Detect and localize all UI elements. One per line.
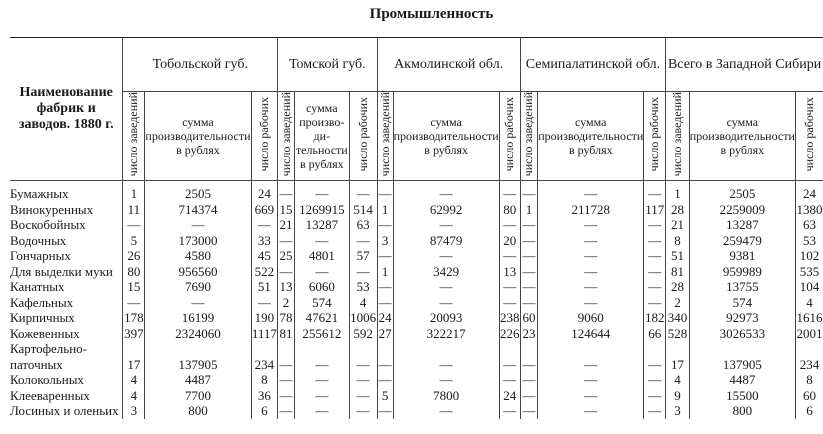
table-cell: 2 (278, 295, 295, 311)
table-cell: 528 (666, 326, 690, 342)
table-cell: — (123, 217, 145, 233)
table-cell: — (349, 372, 377, 388)
table-cell: — (279, 232, 293, 248)
factory-type-name: Кафельных (10, 294, 74, 310)
industry-table (10, 37, 823, 419)
table-cell: 9 (666, 388, 690, 404)
table-cell: 4 (349, 295, 377, 311)
table-row (10, 295, 823, 311)
table-cell: 7700 (145, 388, 251, 404)
table-cell: 956560 (145, 264, 251, 280)
table-cell: 173000 (145, 233, 251, 249)
table-cell: 3 (666, 403, 690, 419)
table-cell: 2001 (796, 325, 823, 341)
table-cell: — (520, 372, 538, 388)
table-cell: — (349, 233, 377, 249)
table-cell: — (644, 403, 666, 419)
table-cell: — (251, 217, 278, 233)
table-cell: — (499, 372, 520, 388)
table-cell: 51 (666, 248, 690, 264)
table-cell: 6 (795, 403, 823, 419)
table-cell: — (393, 403, 499, 419)
table-cell: 1 (377, 202, 393, 218)
table-cell: 7690 (145, 279, 251, 295)
table-cell: 2505 (145, 181, 251, 202)
table-row (10, 279, 823, 295)
table-cell: 4580 (145, 248, 251, 264)
table-cell: 5 (377, 388, 393, 404)
subheader-output-sum: сумма производительности в рублях (689, 92, 795, 181)
table-cell: — (393, 181, 499, 202)
table-cell: 669 (251, 202, 278, 218)
subheader-label: число заведений (669, 92, 684, 177)
table-cell: 2 (666, 295, 690, 311)
table-cell: 81 (666, 264, 690, 280)
table-cell: — (377, 341, 393, 372)
subheader-establishments (123, 92, 145, 181)
table-row (10, 202, 823, 218)
table-cell: — (279, 263, 293, 279)
subheader-label: число рабочих (256, 97, 271, 172)
table-row (10, 264, 823, 280)
subheader-label: число рабочих (355, 97, 370, 172)
table-cell: — (520, 279, 538, 295)
table-cell: 340 (666, 310, 690, 326)
table-cell: 4 (123, 388, 145, 404)
table-cell: — (294, 341, 349, 372)
table-cell: 234 (795, 341, 823, 372)
table-cell: — (393, 248, 499, 264)
table-cell: — (278, 341, 295, 372)
table-cell: — (294, 403, 349, 419)
table-cell: 66 (644, 326, 666, 342)
table-cell: 1616 (796, 310, 823, 325)
table-cell: 53 (795, 233, 823, 249)
table-cell: — (499, 181, 520, 202)
factory-type-name: Для выделки муки (10, 263, 113, 279)
subheader-output-sum: сумма производительности в рублях (145, 92, 251, 181)
table-cell: — (538, 248, 644, 264)
table-cell: — (499, 217, 520, 233)
table-cell: 234 (251, 341, 278, 372)
table-cell: 4 (666, 372, 690, 388)
table-cell: 5 (123, 233, 145, 249)
table-cell: 117 (645, 201, 665, 217)
table-cell: — (520, 217, 538, 233)
table-cell: — (644, 341, 666, 372)
table-cell: — (294, 181, 349, 202)
subheader-label: число рабочих (647, 97, 662, 172)
table-cell: — (538, 388, 644, 404)
subheader-establishments (666, 92, 690, 181)
subheader-output-sum: сумма произво-ди-тельности в рублях (294, 92, 349, 181)
factory-type-name: Кирпичных (10, 310, 75, 325)
table-cell: 1269915 (294, 202, 349, 218)
table-cell: 1006 (350, 310, 377, 325)
table-cell: 190 (251, 310, 278, 326)
table-cell: — (520, 403, 538, 419)
table-cell: 959989 (689, 264, 795, 280)
table-cell: 21 (666, 217, 690, 233)
factory-type-name: Колокольных (10, 372, 84, 387)
table-cell: — (644, 295, 666, 311)
subheader-workers (644, 92, 666, 181)
table-cell: — (520, 388, 538, 404)
table-cell: 7800 (393, 388, 499, 404)
table-cell: — (520, 233, 538, 249)
table-cell: — (538, 181, 644, 202)
table-cell: — (378, 294, 392, 310)
table-cell: 592 (349, 326, 377, 342)
table-cell: — (294, 233, 349, 249)
table-cell: — (538, 233, 644, 249)
table-cell: 24 (378, 310, 392, 325)
table-cell: — (145, 217, 251, 233)
table-cell: 92973 (689, 310, 795, 326)
table-row (10, 403, 823, 419)
table-cell: 13287 (689, 217, 795, 233)
table-cell: 20 (499, 233, 520, 249)
table-cell: 81 (279, 325, 293, 341)
table-cell: 25 (279, 248, 293, 263)
table-cell: 1117 (251, 325, 277, 341)
table-cell: — (294, 264, 349, 280)
table-cell: 255612 (294, 326, 349, 342)
table-cell: — (644, 279, 666, 295)
table-cell: 26 (123, 248, 145, 264)
table-cell: — (279, 372, 293, 387)
table-cell: 3429 (393, 264, 499, 280)
table-cell: — (349, 341, 377, 372)
name-column-header: Наименование фабрик и заводов. 1880 г. (10, 37, 123, 181)
table-cell: 102 (795, 248, 823, 264)
subheader-workers (349, 92, 377, 181)
table-cell: 21 (279, 217, 293, 232)
table-cell: 13 (279, 279, 293, 294)
table-cell: — (349, 403, 377, 419)
table-cell: 4 (123, 372, 145, 388)
table-cell: — (520, 264, 538, 280)
table-cell: 36 (251, 388, 278, 404)
table-cell: 17 (123, 341, 145, 372)
table-cell: 8 (251, 372, 278, 388)
table-cell: 8 (666, 233, 690, 249)
table-cell: 51 (251, 279, 278, 295)
factory-type-name: Винокуренных (10, 201, 94, 217)
table-cell: 535 (795, 264, 823, 280)
table-cell: — (644, 388, 666, 404)
table-cell: 238 (499, 310, 520, 325)
page-title: Промышленность (369, 6, 494, 22)
table-cell: 15 (279, 201, 293, 217)
table-cell: — (393, 217, 499, 233)
table-cell: 20093 (393, 310, 499, 326)
table-cell: — (499, 341, 520, 372)
table-cell: — (644, 233, 666, 249)
table-cell: 1 (520, 202, 538, 218)
table-cell: — (294, 388, 349, 404)
table-cell: — (644, 248, 666, 264)
factory-type-name: Воскобойных (10, 217, 86, 232)
table-cell: 3 (123, 403, 145, 419)
table-cell: 53 (349, 279, 377, 295)
table-cell: — (377, 181, 393, 202)
factory-type-name: Кожевенных (10, 325, 80, 341)
table-cell: — (644, 217, 666, 233)
table-cell: — (644, 264, 666, 280)
table-cell: 24 (795, 181, 823, 202)
table-cell: 27 (378, 325, 392, 341)
factory-type-name: Канатных (10, 279, 65, 294)
table-row (10, 181, 823, 202)
table-cell: 87479 (393, 233, 499, 249)
subheader-label: число заведений (377, 92, 392, 177)
subheader-establishments (278, 92, 295, 181)
table-cell: 1 (377, 264, 393, 280)
table-cell: 574 (689, 295, 795, 311)
table-cell: 13755 (689, 279, 795, 295)
table-cell: 800 (145, 403, 251, 419)
table-cell: 714374 (145, 202, 251, 218)
table-cell: 137905 (689, 341, 795, 372)
table-cell: 4487 (689, 372, 795, 388)
region-header-semipalatinsk: Семипалатинской обл. (520, 37, 665, 92)
subheader-label: число заведений (278, 92, 293, 177)
table-cell: 4801 (294, 248, 349, 264)
table-cell: — (123, 295, 145, 311)
subheader-workers (499, 92, 520, 181)
factory-type-name: Бумажных (10, 186, 69, 201)
table-cell: 57 (349, 248, 377, 264)
table-cell: — (538, 372, 644, 388)
table-cell: — (520, 341, 538, 372)
name-line: паточных (10, 356, 63, 372)
table-cell: — (644, 372, 666, 388)
table-cell: — (499, 403, 520, 419)
table-cell: 63 (795, 217, 823, 233)
table-cell: 17 (666, 341, 690, 372)
subheader-label: число рабочих (801, 97, 816, 172)
name-line: Картофельно- (10, 341, 88, 356)
subheader-label: число заведений (126, 92, 141, 177)
table-cell: — (279, 387, 293, 403)
factory-type-name (10, 341, 123, 372)
subheader-label: число заведений (521, 92, 536, 177)
table-cell: — (499, 279, 520, 295)
region-header-tobolsk: Тобольской губ. (123, 37, 278, 92)
table-cell: 8 (795, 372, 823, 388)
table-cell: — (378, 372, 392, 387)
table-row (10, 233, 823, 249)
table-cell: 60 (795, 388, 823, 404)
table-cell: 24 (499, 388, 520, 404)
table-cell: — (644, 181, 666, 202)
table-cell: 322217 (393, 326, 499, 342)
table-cell: 2505 (689, 181, 795, 202)
region-header-akmolinsk: Акмолинской обл. (377, 37, 520, 92)
table-row (10, 217, 823, 233)
table-row (10, 248, 823, 264)
table-cell: 45 (251, 248, 278, 264)
table-cell: 4487 (145, 372, 251, 388)
table-cell: 13287 (294, 217, 349, 233)
table-cell: 226 (499, 325, 520, 341)
table-cell: 124644 (538, 326, 644, 342)
subheader-output-sum: сумма производительности в рублях (393, 92, 499, 181)
region-header-tomsk: Томской губ. (278, 37, 377, 92)
table-row (10, 388, 823, 404)
factory-type-name: Лосиных и оленьих (10, 403, 119, 418)
table-cell: 33 (251, 233, 278, 249)
table-cell: — (538, 403, 644, 419)
table-cell: — (378, 403, 392, 418)
table-cell: — (349, 388, 377, 404)
factory-type-name: Водочных (10, 232, 67, 248)
table-cell: — (378, 248, 392, 263)
table-cell: 514 (349, 202, 377, 218)
table-cell: 24 (251, 181, 278, 202)
table-cell: 6 (251, 403, 278, 419)
table-cell: 211728 (538, 202, 644, 218)
table-cell: 104 (795, 279, 823, 295)
table-cell: 9060 (538, 310, 644, 326)
table-cell: 6060 (294, 279, 349, 295)
subheader-label: число рабочих (502, 97, 517, 172)
factory-type-name: Клееваренных (10, 387, 90, 403)
subheader-establishments (520, 92, 538, 181)
table-cell: 182 (645, 310, 665, 325)
table-cell: — (538, 264, 644, 280)
table-cell: — (349, 181, 377, 202)
subheader-workers (795, 92, 823, 181)
table-cell: — (251, 295, 278, 311)
table-cell: — (294, 372, 349, 388)
table-cell: — (520, 248, 538, 264)
table-cell: — (378, 217, 392, 232)
table-cell: — (538, 217, 644, 233)
table-cell: 2324060 (145, 326, 251, 342)
table-cell: — (279, 403, 293, 418)
table-cell: — (520, 295, 538, 311)
subheader-output-sum: сумма производительности в рублях (538, 92, 644, 181)
table-cell: 63 (349, 217, 377, 233)
table-cell: 11 (123, 202, 145, 218)
table-cell: — (393, 372, 499, 388)
table-cell: — (349, 264, 377, 280)
table-cell: 800 (689, 403, 795, 419)
table-cell: 4 (795, 295, 823, 311)
table-cell: 78 (279, 310, 293, 325)
table-cell: 574 (294, 295, 349, 311)
table-cell: 80 (499, 202, 520, 218)
table-cell: 15 (123, 279, 145, 295)
table-cell: 397 (124, 325, 144, 341)
table-row (10, 310, 823, 326)
table-cell: 3 (377, 233, 393, 249)
factory-type-name: Гончарных (10, 248, 71, 263)
table-cell: 522 (251, 264, 278, 280)
subheader-workers (251, 92, 278, 181)
table-cell: — (393, 279, 499, 295)
table-cell: 13 (499, 264, 520, 280)
table-cell: 9381 (689, 248, 795, 264)
table-cell: 2259009 (689, 202, 795, 218)
table-cell: 28 (666, 202, 690, 218)
table-cell: 60 (520, 310, 538, 326)
table-cell: — (520, 181, 538, 202)
table-row (10, 326, 823, 342)
table-cell: 1 (123, 181, 145, 202)
table-cell: 15500 (689, 388, 795, 404)
table-cell: 80 (123, 264, 145, 280)
table-cell: — (538, 279, 644, 295)
table-cell: 1380 (796, 201, 823, 217)
table-cell: 23 (520, 326, 538, 342)
table-cell: 3026533 (689, 326, 795, 342)
table-cell: — (145, 295, 251, 311)
subheader-establishments (377, 92, 393, 181)
table-cell: — (393, 341, 499, 372)
table-cell: 16199 (145, 310, 251, 326)
table-cell: — (393, 295, 499, 311)
table-cell: 178 (124, 310, 144, 325)
table-cell: 28 (666, 279, 690, 295)
table-row (10, 341, 823, 372)
region-header-total: Всего в Западной Сибири (666, 37, 823, 92)
table-cell: 47621 (294, 310, 349, 326)
table-cell: — (538, 341, 644, 372)
table-cell: — (499, 295, 520, 311)
table-cell: 62992 (393, 202, 499, 218)
table-cell: 137905 (145, 341, 251, 372)
table-row (10, 372, 823, 388)
table-cell: 1 (666, 181, 690, 202)
table-cell: — (378, 279, 392, 294)
table-cell: — (499, 248, 520, 264)
table-cell: — (538, 295, 644, 311)
table-cell: — (278, 181, 295, 202)
table-cell: 259479 (689, 233, 795, 249)
